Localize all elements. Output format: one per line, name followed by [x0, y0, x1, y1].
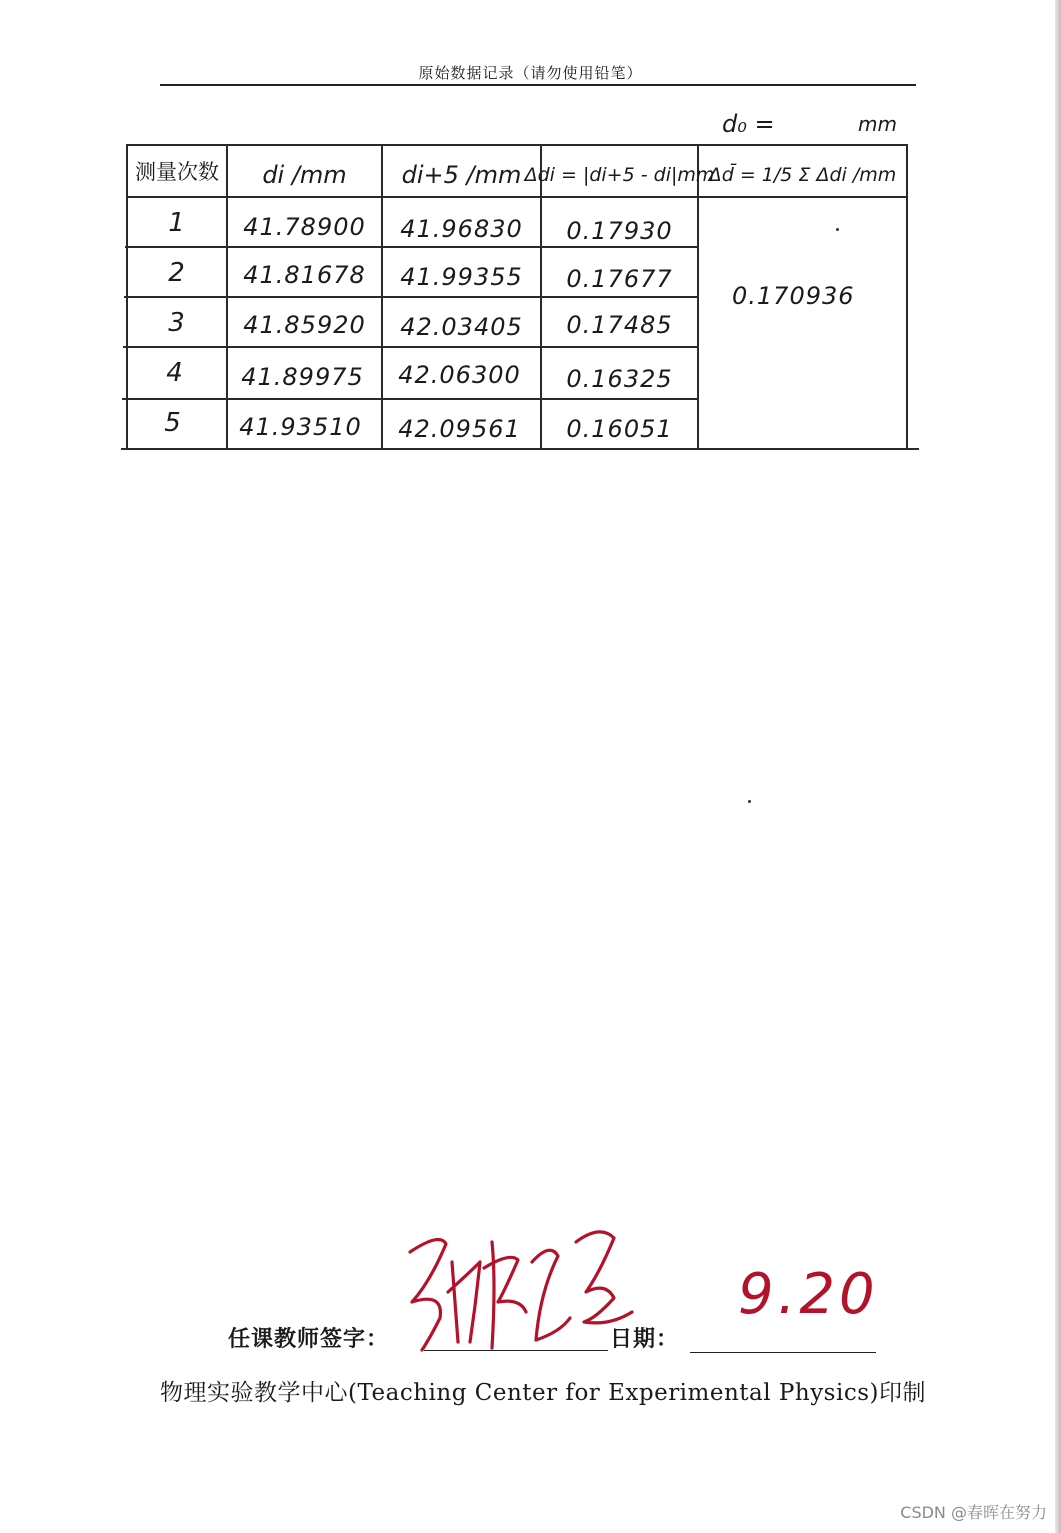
cell-delta: 0.17677: [566, 265, 673, 293]
table-line: [906, 144, 908, 449]
teacher-signature-label: 任课教师签字：: [228, 1326, 390, 1352]
col-header-di5: di+5 /mm: [401, 161, 522, 189]
cell-di5: 42.09561: [398, 415, 521, 443]
cell-di5: 41.99355: [400, 263, 523, 291]
cell-delta: 0.17485: [566, 311, 673, 339]
row-index: 1: [168, 208, 186, 238]
ink-dot: [748, 800, 751, 803]
page-edge: [1055, 0, 1061, 1533]
cell-di5: 41.96830: [400, 215, 523, 243]
cell-di: 41.89975: [241, 363, 364, 391]
col-header-mean: Δd̄ = 1/5 Σ Δdi /mm: [708, 164, 897, 186]
date-label: 日期：: [610, 1326, 680, 1352]
col-header-di: di /mm: [262, 161, 347, 189]
col-header-count: 测量次数: [135, 160, 219, 184]
mean-delta-value: 0.170936: [732, 282, 855, 310]
table-line: [696, 144, 908, 146]
cell-di5: 42.03405: [400, 313, 523, 341]
row-index: 2: [168, 258, 186, 288]
cell-di: 41.85920: [243, 311, 366, 339]
cell-di: 41.81678: [243, 261, 366, 289]
row-index: 5: [164, 408, 182, 438]
cell-di5: 42.06300: [398, 361, 521, 389]
footer-organization: 物理实验教学中心(Teaching Center for Experimental Physics)印制: [160, 1380, 926, 1406]
row-index: 4: [166, 358, 184, 388]
cell-delta: 0.17930: [566, 217, 673, 245]
date-line: [690, 1352, 876, 1353]
col-header-delta: Δdi = |di+5 - di|mm: [524, 164, 715, 186]
row-index: 3: [168, 308, 186, 338]
cell-di: 41.93510: [239, 413, 362, 441]
ink-dot: [836, 228, 839, 231]
handwritten-signature: [400, 1222, 640, 1362]
cell-delta: 0.16325: [566, 365, 673, 393]
cell-di: 41.78900: [243, 213, 366, 241]
header-title: 原始数据记录（请勿使用铅笔）: [418, 64, 643, 82]
watermark: CSDN @春晖在努力: [900, 1503, 1047, 1522]
d0-label: d₀ =: [722, 110, 775, 138]
header-rule: [160, 84, 916, 86]
d0-unit: mm: [858, 112, 897, 136]
date-value: 9.20: [738, 1262, 879, 1327]
cell-delta: 0.16051: [566, 415, 673, 443]
